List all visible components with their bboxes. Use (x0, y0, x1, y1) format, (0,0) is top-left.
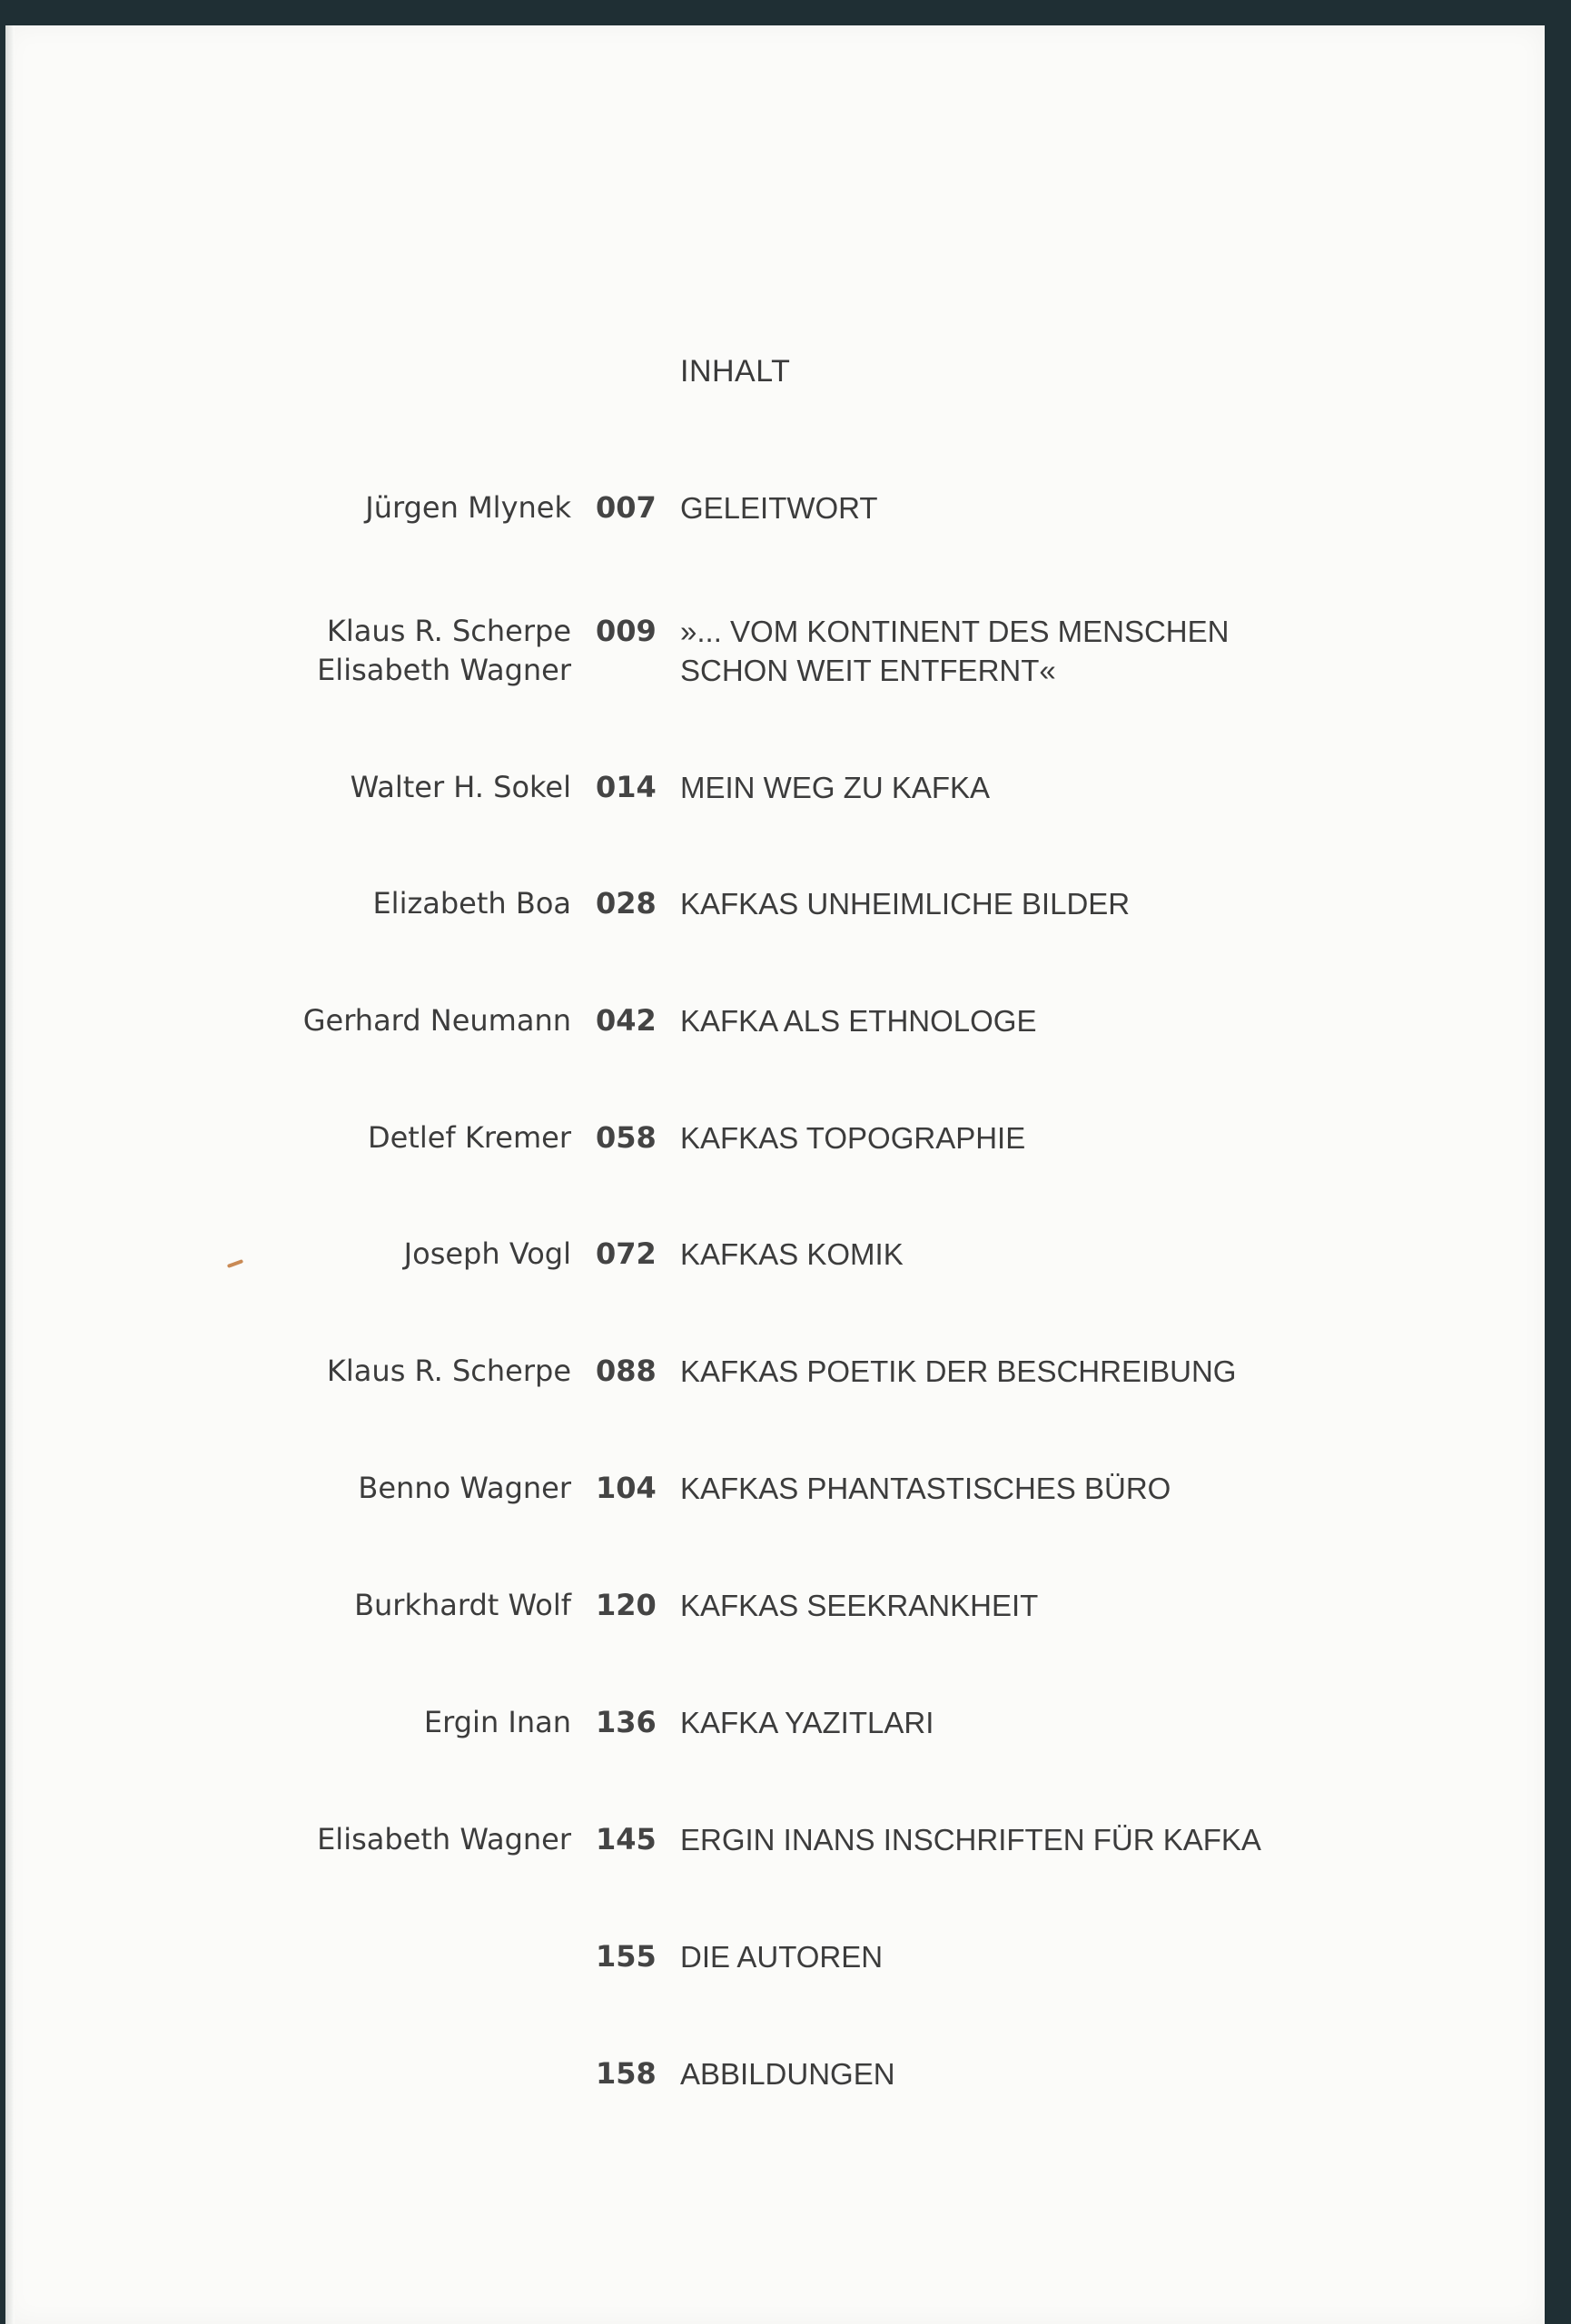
toc-title-line: KAFKAS PHANTASTISCHES BÜRO (680, 1472, 1171, 1505)
toc-title-line: KAFKA YAZITLARI (680, 1706, 934, 1739)
toc-page-number: 007 (596, 490, 657, 525)
toc-entry-title (680, 488, 878, 527)
toc-entry-title (680, 612, 1229, 690)
toc-page-number: 158 (596, 2056, 657, 2091)
toc-author-line: Gerhard Neumann (302, 1003, 571, 1038)
toc-title-line: KAFKAS KOMIK (680, 1237, 904, 1271)
toc-entry-title (680, 1118, 1025, 1157)
toc-author (358, 1469, 571, 1508)
toc-author-line: Klaus R. Scherpe (326, 614, 571, 648)
toc-author-line: Burkhardt Wolf (354, 1588, 571, 1622)
toc-title-line: »... VOM KONTINENT DES MENSCHEN (680, 615, 1230, 648)
toc-page-number: 145 (596, 1822, 657, 1856)
page-edge-shadow (5, 25, 15, 2324)
toc-author-line: Ergin Inan (423, 1705, 571, 1739)
toc-title-line: DIE AUTOREN (680, 1940, 884, 1974)
toc-page-number: 155 (596, 1939, 657, 1974)
toc-author-line: Klaus R. Scherpe (326, 1354, 571, 1388)
toc-title-line: KAFKAS SEEKRANKHEIT (680, 1589, 1039, 1622)
toc-author (365, 488, 571, 527)
toc-author (327, 1352, 571, 1391)
toc-author-line: Elizabeth Boa (372, 886, 571, 921)
toc-heading: INHALT (680, 354, 791, 389)
toc-author-line: Joseph Vogl (403, 1236, 571, 1271)
toc-entry-title (680, 768, 990, 807)
toc-page-number: 009 (596, 614, 657, 648)
toc-author (424, 1703, 571, 1742)
toc-page-number: 042 (596, 1003, 657, 1038)
toc-title-line: ABBILDUNGEN (680, 2057, 895, 2091)
toc-page-number: 014 (596, 770, 657, 804)
toc-entry-title (680, 1235, 904, 1274)
toc-page-number: 136 (596, 1705, 657, 1739)
scan-speck (227, 1259, 243, 1268)
toc-author (351, 768, 571, 807)
toc-page-number: 072 (596, 1236, 657, 1271)
toc-author (317, 1820, 571, 1859)
toc-author (404, 1235, 571, 1274)
toc-title-line: KAFKAS UNHEIMLICHE BILDER (680, 887, 1131, 921)
toc-page-number: 104 (596, 1471, 657, 1505)
toc-author-line: Detlef Kremer (367, 1120, 571, 1155)
toc-author-line: Walter H. Sokel (350, 770, 571, 804)
toc-entry-title (680, 1820, 1261, 1859)
toc-author (317, 612, 571, 690)
toc-page-number: 028 (596, 886, 657, 921)
toc-title-line: GELEITWORT (680, 491, 878, 525)
toc-author (372, 884, 571, 923)
book-page (5, 25, 1545, 2324)
toc-entry-title (680, 1937, 883, 1976)
toc-entry-title (680, 2054, 895, 2093)
toc-author-line: Benno Wagner (358, 1471, 571, 1505)
toc-page-number: 120 (596, 1588, 657, 1622)
toc-entry-title (680, 1352, 1236, 1391)
toc-author-line: Elisabeth Wagner (317, 1822, 571, 1856)
toc-author-line: Elisabeth Wagner (317, 653, 571, 687)
toc-page-number: 058 (596, 1120, 657, 1155)
toc-author-line: Jürgen Mlynek (365, 490, 571, 525)
toc-entry-title (680, 1586, 1038, 1625)
toc-title-line: MEIN WEG ZU KAFKA (680, 771, 991, 804)
toc-author (368, 1118, 571, 1157)
toc-page-number: 088 (596, 1354, 657, 1388)
toc-author (303, 1001, 571, 1040)
toc-title-line: KAFKA ALS ETHNOLOGE (680, 1004, 1037, 1038)
toc-title-line: KAFKAS POETIK DER BESCHREIBUNG (680, 1354, 1237, 1388)
toc-title-line: ERGIN INANS INSCHRIFTEN FÜR KAFKA (680, 1823, 1261, 1856)
toc-author (354, 1586, 571, 1625)
toc-title-line: KAFKAS TOPOGRAPHIE (680, 1121, 1026, 1155)
toc-entry-title (680, 1001, 1036, 1040)
toc-entry-title (680, 1703, 934, 1742)
toc-entry-title (680, 1469, 1171, 1508)
toc-entry-title (680, 884, 1130, 923)
toc-title-line: SCHON WEIT ENTFERNT« (680, 654, 1056, 687)
